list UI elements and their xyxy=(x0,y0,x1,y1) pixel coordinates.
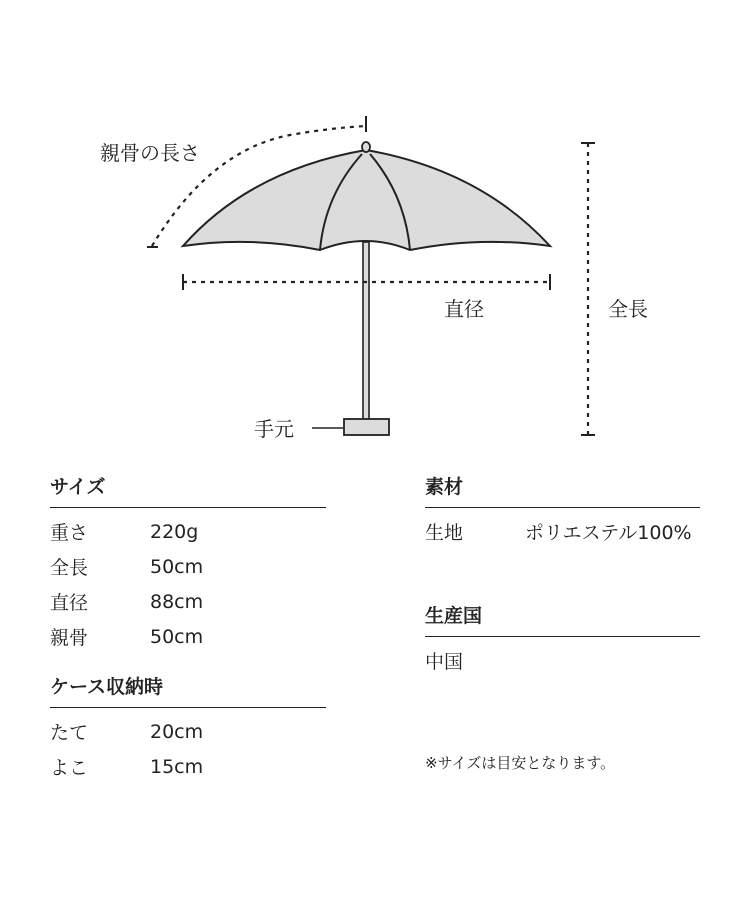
total-length-label: 全長 xyxy=(608,297,648,321)
spec-row-total-length xyxy=(50,549,326,584)
case-section xyxy=(50,672,326,784)
umbrella-canopy xyxy=(183,150,550,250)
spec-label: よこ xyxy=(50,757,89,779)
handle-label: 手元 xyxy=(254,417,294,441)
material-section-title: 素材 xyxy=(425,472,700,508)
umbrella-tip xyxy=(362,142,370,152)
rib-length-label: 親骨の長さ xyxy=(100,141,200,165)
spec-label: 親骨 xyxy=(50,627,89,649)
spec-value: 220g xyxy=(150,520,199,543)
spec-label: 重さ xyxy=(50,522,89,544)
spec-row-case-width xyxy=(50,749,326,784)
spec-value: 50cm xyxy=(150,555,204,578)
spec-value: 15cm xyxy=(150,755,204,778)
material-section xyxy=(425,472,700,549)
spec-value: 50cm xyxy=(150,625,204,648)
case-section-title: ケース収納時 xyxy=(50,672,326,708)
spec-row-case-height xyxy=(50,714,326,749)
umbrella-handle xyxy=(344,419,389,435)
spec-row-diameter xyxy=(50,584,326,619)
size-section xyxy=(50,472,326,654)
spec-row-fabric xyxy=(425,514,700,549)
origin-section xyxy=(425,601,700,678)
spec-label: 全長 xyxy=(50,557,89,579)
origin-section-title: 生産国 xyxy=(425,601,700,637)
diameter-label: 直径 xyxy=(444,297,484,321)
spec-label: 直径 xyxy=(50,592,89,614)
spec-label: 中国 xyxy=(425,651,464,673)
spec-row-rib xyxy=(50,619,326,654)
spec-label: たて xyxy=(50,722,89,744)
spec-value: ポリエステル100% xyxy=(525,522,692,544)
spec-row-origin xyxy=(425,643,700,678)
spec-row-weight xyxy=(50,514,326,549)
spec-value: 20cm xyxy=(150,720,204,743)
spec-label: 生地 xyxy=(425,522,464,544)
size-note: ※サイズは目安となります。 xyxy=(425,754,616,772)
size-section-title: サイズ xyxy=(50,472,326,508)
umbrella-shaft xyxy=(363,242,369,420)
spec-value: 88cm xyxy=(150,590,204,613)
